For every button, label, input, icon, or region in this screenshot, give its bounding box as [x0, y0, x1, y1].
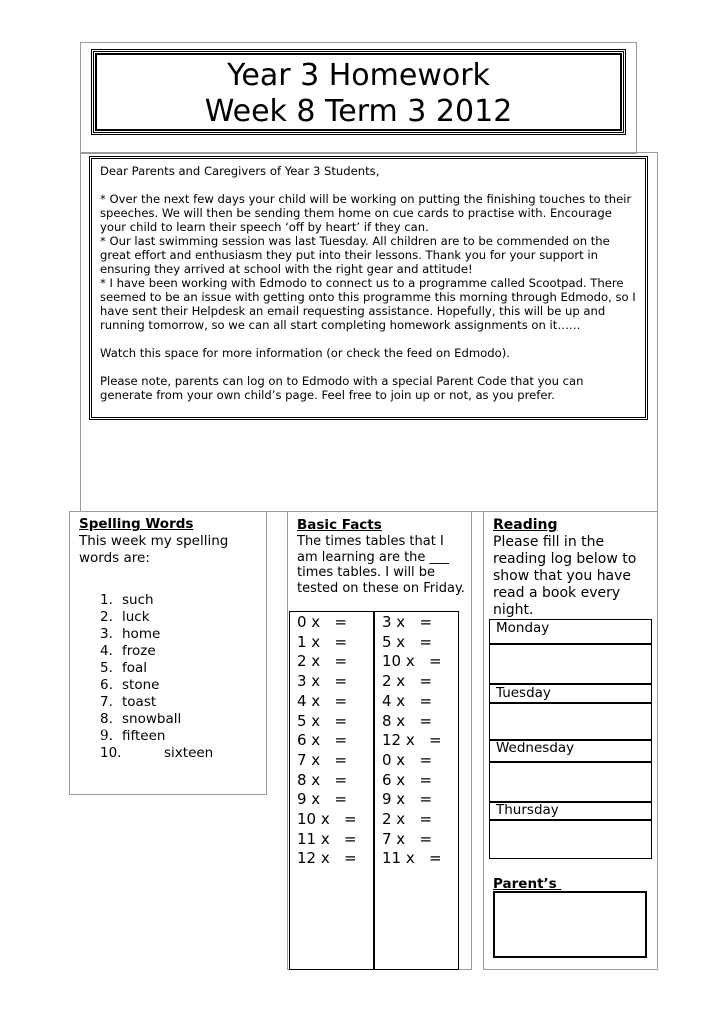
- basic-facts-header: [297, 517, 465, 596]
- spelling-heading: Spelling Words: [79, 516, 194, 532]
- reading-day-tuesday: Tuesday: [496, 685, 551, 701]
- times-table-row: 11 x =: [297, 829, 357, 848]
- spelling-word: luck: [122, 609, 150, 625]
- spelling-word-item: [100, 711, 213, 728]
- spelling-word-number: 7.: [100, 694, 113, 710]
- parent-letter: [89, 156, 648, 420]
- spelling-word: foal: [122, 660, 148, 676]
- spelling-word-item: [100, 626, 213, 643]
- spelling-intro: This week my spelling words are:: [79, 533, 229, 566]
- reading-header: [493, 517, 653, 619]
- times-table-row: 8 x =: [382, 711, 433, 730]
- spelling-word-number: 9.: [100, 728, 113, 744]
- spelling-word-number: 10.: [100, 745, 122, 761]
- spelling-word: such: [122, 592, 154, 608]
- times-table-row: 7 x =: [297, 750, 348, 769]
- spelling-word-item: [100, 728, 213, 745]
- reading-log-tuesday-entry[interactable]: [489, 703, 652, 740]
- spelling-word: toast: [122, 694, 157, 710]
- spelling-word-number: 3.: [100, 626, 113, 642]
- reading-log-wednesday-entry[interactable]: [489, 762, 652, 802]
- spelling-word: snowball: [122, 711, 182, 727]
- spelling-word-item: [100, 643, 213, 660]
- times-table-row: 12 x =: [382, 731, 442, 750]
- page-title: [91, 49, 626, 135]
- spelling-word-number: 6.: [100, 677, 113, 693]
- letter-point-swimming: * Our last swimming session was last Tuesday. All children are to be commended on the great effort and enthusiasm they put into their lessons. Thank you for your support in ensuring they arrived at school with the right gear and attitude!: [100, 234, 610, 276]
- times-table-row: 0 x =: [297, 613, 348, 631]
- times-table-row: 6 x =: [297, 731, 348, 750]
- spelling-word-number: 8.: [100, 711, 113, 727]
- times-table-row: 6 x =: [382, 770, 433, 789]
- letter-greeting: Dear Parents and Caregivers of Year 3 Students,: [100, 164, 380, 178]
- times-table-row: 2 x =: [297, 652, 348, 671]
- basic-facts-heading: Basic Facts: [297, 517, 382, 533]
- times-table-row: 5 x =: [297, 711, 348, 730]
- reading-heading: Reading: [493, 517, 558, 533]
- times-table-row: 5 x =: [382, 632, 433, 651]
- times-table-row: 11 x =: [382, 849, 442, 868]
- reading-log-monday-entry[interactable]: [489, 644, 652, 684]
- title-line-1: Year 3 Homework: [227, 58, 490, 93]
- spelling-word-number: 1.: [100, 592, 113, 608]
- basic-facts-intro: The times tables that I am learning are the ___ times tables. I will be tested on these on Friday.: [297, 534, 465, 596]
- parents-signature-label: [493, 876, 561, 892]
- times-table-row: 1 x =: [297, 632, 348, 651]
- spelling-word-item: [100, 609, 213, 626]
- letter-point-speeches: * Over the next few days your child will be working on putting the finishing touches to their speeches. We will then be sending them home on cue cards to practise with. Encourage your child to learn their speech ‘off by heart’ if they can.: [100, 192, 632, 234]
- times-table-row: 9 x =: [297, 790, 348, 809]
- reading-day-wednesday: Wednesday: [496, 740, 575, 756]
- reading-intro: Please fill in the reading log below to show that you have read a book every night.: [493, 534, 637, 618]
- spelling-word: stone: [122, 677, 160, 693]
- times-table-row: 3 x =: [297, 672, 348, 691]
- times-table-row: 12 x =: [297, 849, 357, 868]
- times-table-column-2: [373, 612, 458, 969]
- times-table-row: 4 x =: [382, 691, 433, 710]
- spelling-word-item: [100, 677, 213, 694]
- times-table-row: 9 x =: [382, 790, 433, 809]
- times-table-row: 0 x =: [382, 750, 433, 769]
- times-table-row: 7 x =: [382, 829, 433, 848]
- spelling-word: froze: [122, 643, 156, 659]
- reading-day-monday: Monday: [496, 620, 550, 636]
- letter-note: Please note, parents can log on to Edmodo with a special Parent Code that you can generate from your own child’s page. Feel free to join up or not, as you prefer.: [100, 374, 584, 402]
- times-table-grid: [289, 611, 459, 970]
- times-table-column-1: [290, 612, 373, 969]
- times-table-row: 8 x =: [297, 770, 348, 789]
- letter-point-scootpad: * I have been working with Edmodo to connect us to a programme called Scootpad. There seemed to be an issue with getting onto this programme this morning through Edmodo, so I have sent their Helpdesk an email requesting assistance. Hopefully, this will be up and running tomorrow, so we can all start completing homework assignments on it……: [100, 276, 636, 332]
- spelling-word-item: [100, 694, 213, 711]
- spelling-word: home: [122, 626, 161, 642]
- times-table-row: 2 x =: [382, 672, 433, 691]
- spelling-word-number: 4.: [100, 643, 113, 659]
- spelling-word-item: [100, 660, 213, 677]
- spelling-word-item: [100, 745, 213, 762]
- spelling-header: [79, 516, 259, 567]
- spelling-word-item: [100, 592, 213, 609]
- spelling-word: sixteen: [164, 745, 214, 761]
- reading-log-thursday-entry[interactable]: [489, 820, 652, 859]
- times-table-row: 10 x =: [297, 810, 357, 829]
- spelling-word-number: 5.: [100, 660, 113, 676]
- letter-watch: Watch this space for more information (or check the feed on Edmodo).: [100, 346, 510, 360]
- spelling-word: fifteen: [122, 728, 166, 744]
- times-table-row: 3 x =: [382, 613, 433, 631]
- parents-label-text: Parent’s: [493, 876, 557, 892]
- times-table-row: 4 x =: [297, 691, 348, 710]
- times-table-row: 10 x =: [382, 652, 442, 671]
- spelling-word-number: 2.: [100, 609, 113, 625]
- parents-signature-box[interactable]: [493, 891, 647, 958]
- times-table-row: 2 x =: [382, 810, 433, 829]
- title-line-2: Week 8 Term 3 2012: [204, 94, 513, 129]
- spelling-list: [100, 592, 213, 762]
- reading-day-thursday: Thursday: [496, 802, 559, 818]
